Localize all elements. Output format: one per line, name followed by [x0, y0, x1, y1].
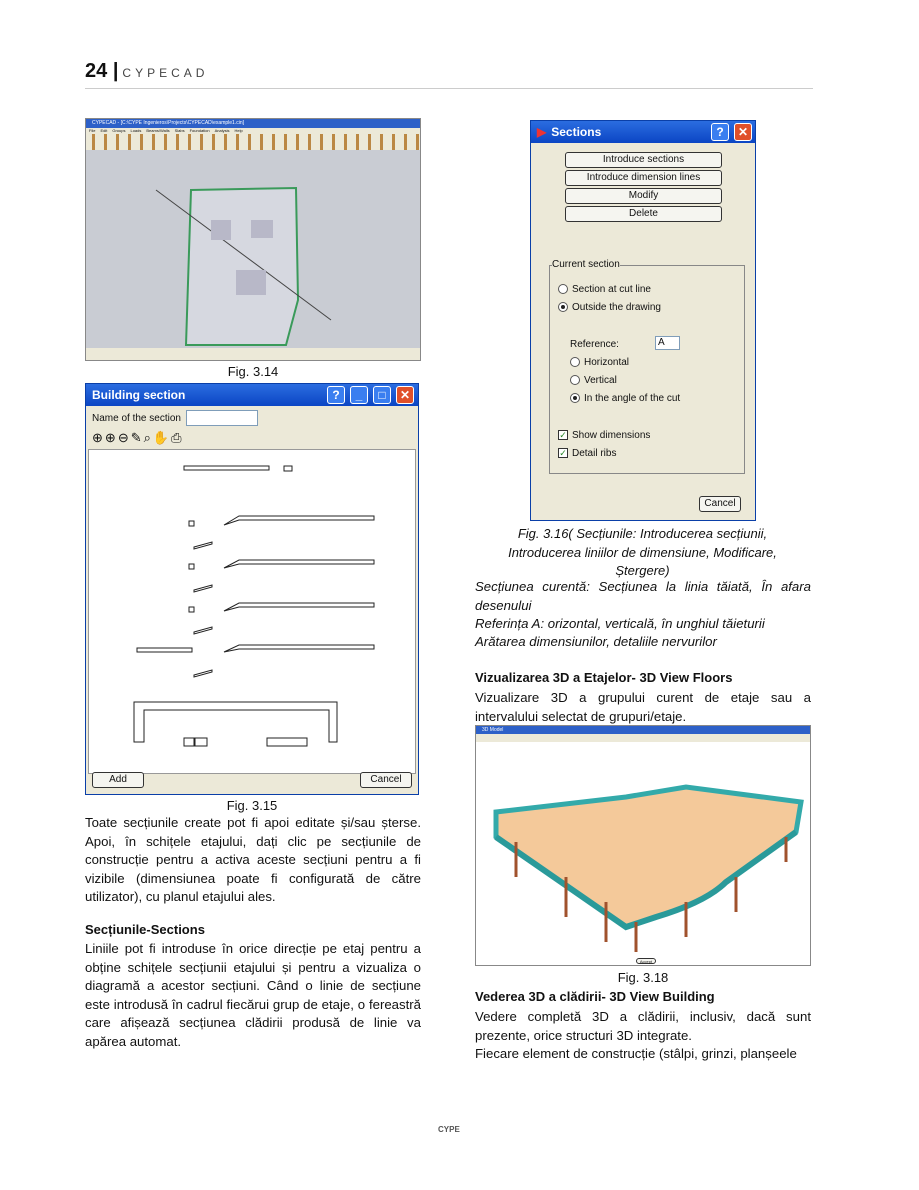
print-icon[interactable]: ⎙ [171, 430, 184, 445]
minimize-icon[interactable]: _ [350, 386, 368, 404]
menu-foundation[interactable]: Foundation [189, 128, 210, 133]
3d-building-model [476, 742, 810, 952]
fig-3-14-caption: Fig. 3.14 [227, 364, 279, 379]
header-title: CYPECAD [122, 66, 209, 80]
show-dimensions-checkbox[interactable]: ✓ Show dimensions [559, 430, 651, 441]
menu-help[interactable]: Help [234, 128, 243, 133]
fig-3-18-caption: Fig. 3.18 [617, 970, 669, 985]
menu-groups[interactable]: Groups [112, 128, 126, 133]
menu-slabs[interactable]: Slabs [174, 128, 185, 133]
help-icon[interactable]: ? [711, 123, 729, 141]
section-name-input[interactable] [186, 410, 258, 426]
app-titlebar: CYPECAD - [C:\CYPE Ingenieros\Projects\CYPECAD\example1.cin] [86, 119, 420, 128]
group-label: Current section [552, 259, 620, 270]
search-icon[interactable]: ⌕ [143, 430, 153, 445]
construction-element-text: Fiecare element de construcție (stâlpi, grinzi, planșeele [475, 1046, 797, 1061]
app-statusbar [86, 348, 420, 360]
dialog-titlebar [86, 384, 418, 406]
pan-hand-icon[interactable]: ✋ [152, 430, 172, 445]
3d-toolbar [476, 734, 810, 742]
3d-model-window [475, 725, 811, 966]
sections-heading: Secțiunile-Sections [85, 922, 205, 937]
menu-file[interactable]: File [89, 128, 96, 133]
current-section-group [549, 259, 745, 474]
reference-input[interactable]: A [655, 336, 680, 350]
radio-vertical[interactable]: Vertical [570, 375, 617, 386]
introduce-sections-button[interactable]: Introduce sections [565, 152, 722, 168]
menu-beams[interactable]: Beams/Walls [146, 128, 170, 133]
reference-label: Reference: [570, 339, 619, 350]
current-section-note: Secțiunea curentă: Secțiunea la linia tăiată, În afara desenului [475, 579, 811, 613]
app-icon: ▶ [537, 125, 547, 139]
cancel-button[interactable]: Cancel [360, 772, 412, 788]
fig-3-16-caption: Fig. 3.16( Secțiunile: Introducerea secțiunii, Introducerea liniilor de dimensiune, Modificare, Ștergere) [508, 526, 777, 578]
radio-angle-of-cut[interactable]: In the angle of the cut [570, 393, 680, 404]
page-number: 24 [85, 60, 108, 82]
header-separator: | [112, 60, 119, 82]
introduce-dimension-lines-button[interactable]: Introduce dimension lines [565, 170, 722, 186]
building-section-dialog [85, 383, 419, 795]
left-paragraph-2: Liniile pot fi introduse în orice direcție pe etaj pentru a obține schițele secțiunii etajului și pentru a vizualiza o diagramă a acestor secțiuni. Când o linie de secțiune este introdusă în cadrul fiecărui grup de etaje, o fereastră care afișează secțiunea clădirii produsă de linie va apărea automat. [85, 941, 421, 1049]
add-button[interactable]: Add [92, 772, 144, 788]
header-rule [85, 88, 813, 89]
app-toolbar [86, 134, 420, 150]
footer: CYPE [438, 1125, 460, 1134]
radio-horizontal[interactable]: Horizontal [570, 357, 629, 368]
dimensions-note: Arătarea dimensiunilor, detaliile nervurilor [475, 634, 717, 649]
zoom-toolbar [86, 430, 418, 446]
help-icon[interactable]: ? [327, 386, 345, 404]
detail-ribs-checkbox[interactable]: ✓ Detail ribs [559, 448, 617, 459]
zoom-window-icon[interactable]: ⊕ [104, 430, 118, 445]
3d-view-floors-heading: Vizualizarea 3D a Etajelor- 3D View Floors [475, 670, 733, 685]
close-icon[interactable]: ✕ [734, 123, 752, 141]
dialog-title: Building section [92, 388, 186, 402]
menu-analysis[interactable]: Analysis [214, 128, 230, 133]
zoom-icon[interactable]: ⊕ [92, 430, 105, 445]
modify-button[interactable]: Modify [565, 188, 722, 204]
delete-button[interactable]: Delete [565, 206, 722, 222]
3d-view-building-text: Vedere completă 3D a clădirii, inclusiv, dacă sunt prezente, orice structuri 3D integrate. [475, 1009, 811, 1043]
dialog-title: Sections [551, 125, 602, 139]
maximize-icon[interactable]: □ [373, 386, 391, 404]
pen-icon[interactable]: ✎ [130, 430, 144, 445]
accept-button[interactable]: Accept [636, 958, 656, 964]
left-paragraph-1: Toate secțiunile create pot fi apoi editate și/sau șterse. Apoi, în schițele etajului, dați clic pe secțiunile de construcție pentru a activa aceste secțiuni pentru a fi vizibile (dimensiunea poate fi configurată de către utilizator), cu planul etajului ales. [85, 815, 421, 904]
3d-titlebar: 3D Model [476, 726, 810, 734]
fig-3-15-caption: Fig. 3.15 [226, 798, 278, 813]
cancel-button[interactable]: Cancel [699, 496, 741, 512]
page-header [85, 60, 208, 83]
radio-outside-drawing[interactable]: Outside the drawing [558, 302, 661, 313]
dialog-titlebar [531, 121, 755, 143]
floor-plan-drawing [86, 150, 420, 350]
fig-3-14-screenshot [85, 118, 421, 361]
close-icon[interactable]: ✕ [396, 386, 414, 404]
zoom-out-icon[interactable]: ⊖ [117, 430, 131, 445]
sections-dialog [530, 120, 756, 521]
section-drawing [88, 449, 416, 774]
menu-edit[interactable]: Edit [100, 128, 108, 133]
3d-view-building-heading: Vederea 3D a clădirii- 3D View Building [475, 989, 715, 1004]
menu-loads[interactable]: Loads [130, 128, 142, 133]
reference-note: Referința A: orizontal, verticală, în unghiul tăieturii [475, 616, 765, 631]
section-name-label: Name of the section [92, 412, 181, 424]
3d-view-floors-text: Vizualizare 3D a grupului curent de etaje sau a intervalului selectat de grupuri/etaje. [475, 690, 811, 724]
radio-section-at-cut[interactable]: Section at cut line [558, 284, 651, 295]
